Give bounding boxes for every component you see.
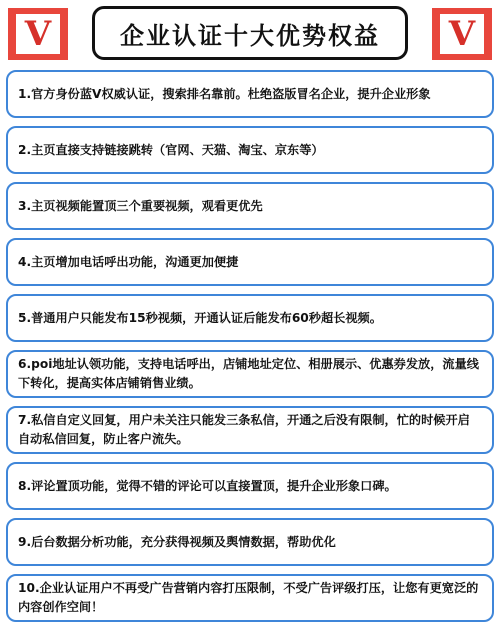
benefit-text-6: 6.poi地址认领功能，支持电话呼出，店铺地址定位、相册展示、优惠券发放，流量线下转化，提高实体店铺销售业绩。 (18, 357, 479, 390)
title-banner (92, 6, 408, 60)
benefit-item-3 (6, 182, 494, 230)
benefit-item-10 (6, 574, 494, 622)
benefit-item-2 (6, 126, 494, 174)
logo-letter-right: V (440, 14, 484, 54)
benefit-text-2: 2.主页直接支持链接跳转（官网、天猫、淘宝、京东等） (18, 142, 324, 157)
benefit-text-4: 4.主页增加电话呼出功能，沟通更加便捷 (18, 254, 239, 269)
benefit-text-1: 1.官方身份蓝V权威认证，搜索排名靠前。杜绝盗版冒名企业，提升企业形象 (18, 86, 431, 101)
brand-logo-left (8, 8, 68, 60)
benefit-text-10: 10.企业认证用户不再受广告营销内容打压限制，不受广告评级打压，让您有更宽泛的内容创作空间！ (18, 581, 479, 614)
page-title: 企业认证十大优势权益 (120, 21, 380, 50)
benefit-item-4 (6, 238, 494, 286)
benefit-item-9 (6, 518, 494, 566)
benefit-text-9: 9.后台数据分析功能，充分获得视频及舆情数据，帮助优化 (18, 534, 336, 549)
benefit-item-6 (6, 350, 494, 398)
brand-logo-right (432, 8, 492, 60)
benefit-item-8 (6, 462, 494, 510)
benefit-text-7: 7.私信自定义回复，用户未关注只能发三条私信，开通之后没有限制，忙的时候开启自动私信回复，防止客户流失。 (18, 413, 470, 446)
benefit-text-3: 3.主页视频能置顶三个重要视频，观看更优先 (18, 198, 263, 213)
benefit-item-1 (6, 70, 494, 118)
logo-letter-left: V (16, 14, 60, 54)
benefit-text-8: 8.评论置顶功能，觉得不错的评论可以直接置顶，提升企业形象口碑。 (18, 478, 397, 493)
benefit-item-5 (6, 294, 494, 342)
benefit-text-5: 5.普通用户只能发布15秒视频，开通认证后能发布60秒超长视频。 (18, 310, 382, 325)
benefit-item-7 (6, 406, 494, 454)
